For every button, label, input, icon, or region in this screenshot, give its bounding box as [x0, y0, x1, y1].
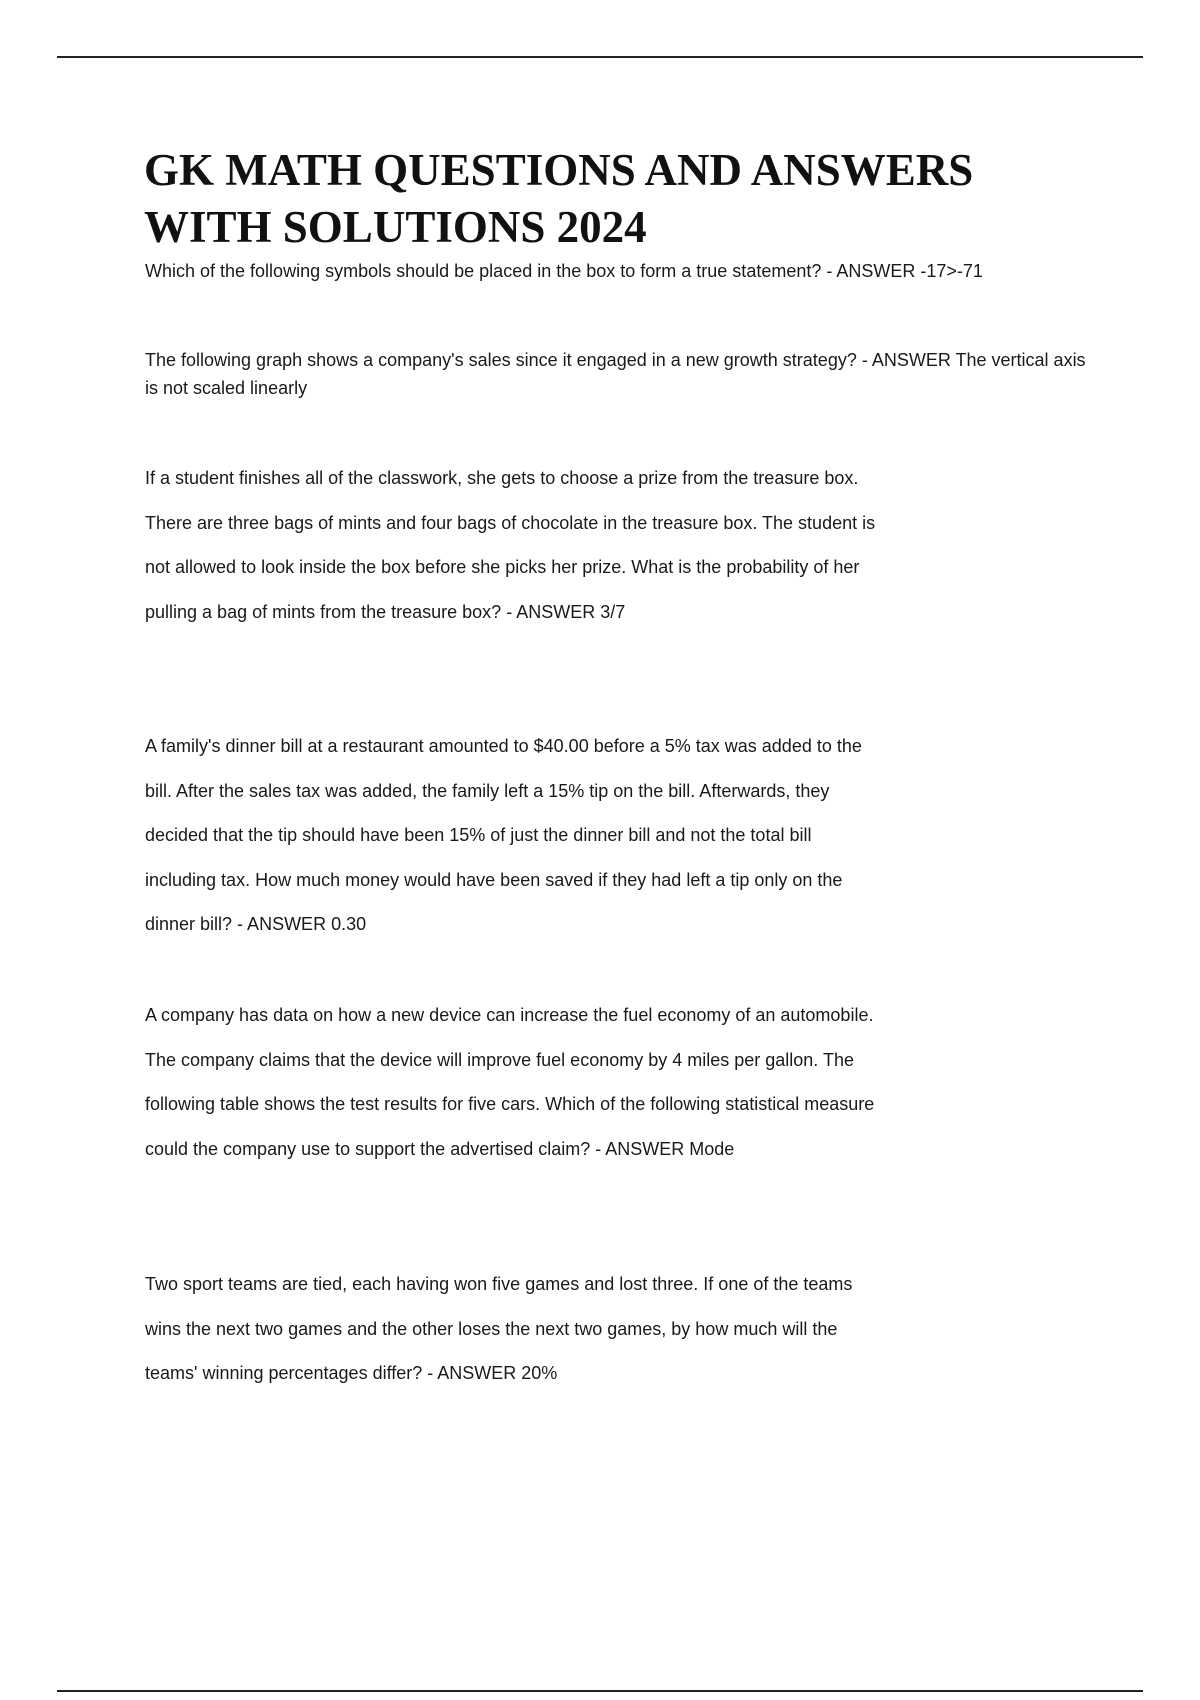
qa-item: Which of the following symbols should be placed in the box to form a true statement? - ANSWER -17>-71 [145, 261, 983, 281]
bottom-rule [57, 1690, 1143, 1692]
qa-item: Two sport teams are tied, each having won five games and lost three. If one of the teams wins the next two games and the other loses the next two games, by how much will the teams' winning percentages differ? - ANSWER 20% [145, 1274, 853, 1383]
qa-item: The following graph shows a company's sales since it engaged in a new growth strategy? - ANSWER The vertical axis is not scaled linearly [145, 350, 1086, 398]
qa-item: If a student finishes all of the classwork, she gets to choose a prize from the treasure box. There are three bags of mints and four bags of chocolate in the treasure box. The student is not allowed to look inside the box before she picks her prize. What is the probability of her pulling a bag of mints from the treasure box? - ANSWER 3/7 [145, 468, 876, 622]
document-title: GK MATH QUESTIONS AND ANSWERS WITH SOLUTIONS 2024 [144, 145, 974, 252]
qa-item: A family's dinner bill at a restaurant amounted to $40.00 before a 5% tax was added to the bill. After the sales tax was added, the family left a 15% tip on the bill. Afterwards, they decided that the tip should have been 15% of just the dinner bill and not the total bill including tax. How much money would have been saved if they had left a tip only on the dinner bill? - ANSWER 0.30 [145, 736, 862, 934]
qa-item: A company has data on how a new device can increase the fuel economy of an automobile. The company claims that the device will improve fuel economy by 4 miles per gallon. The following table shows the test results for five cars. Which of the following statistical measure could the company use to support the advertised claim? - ANSWER Mode [145, 1005, 875, 1159]
top-rule [57, 56, 1143, 58]
